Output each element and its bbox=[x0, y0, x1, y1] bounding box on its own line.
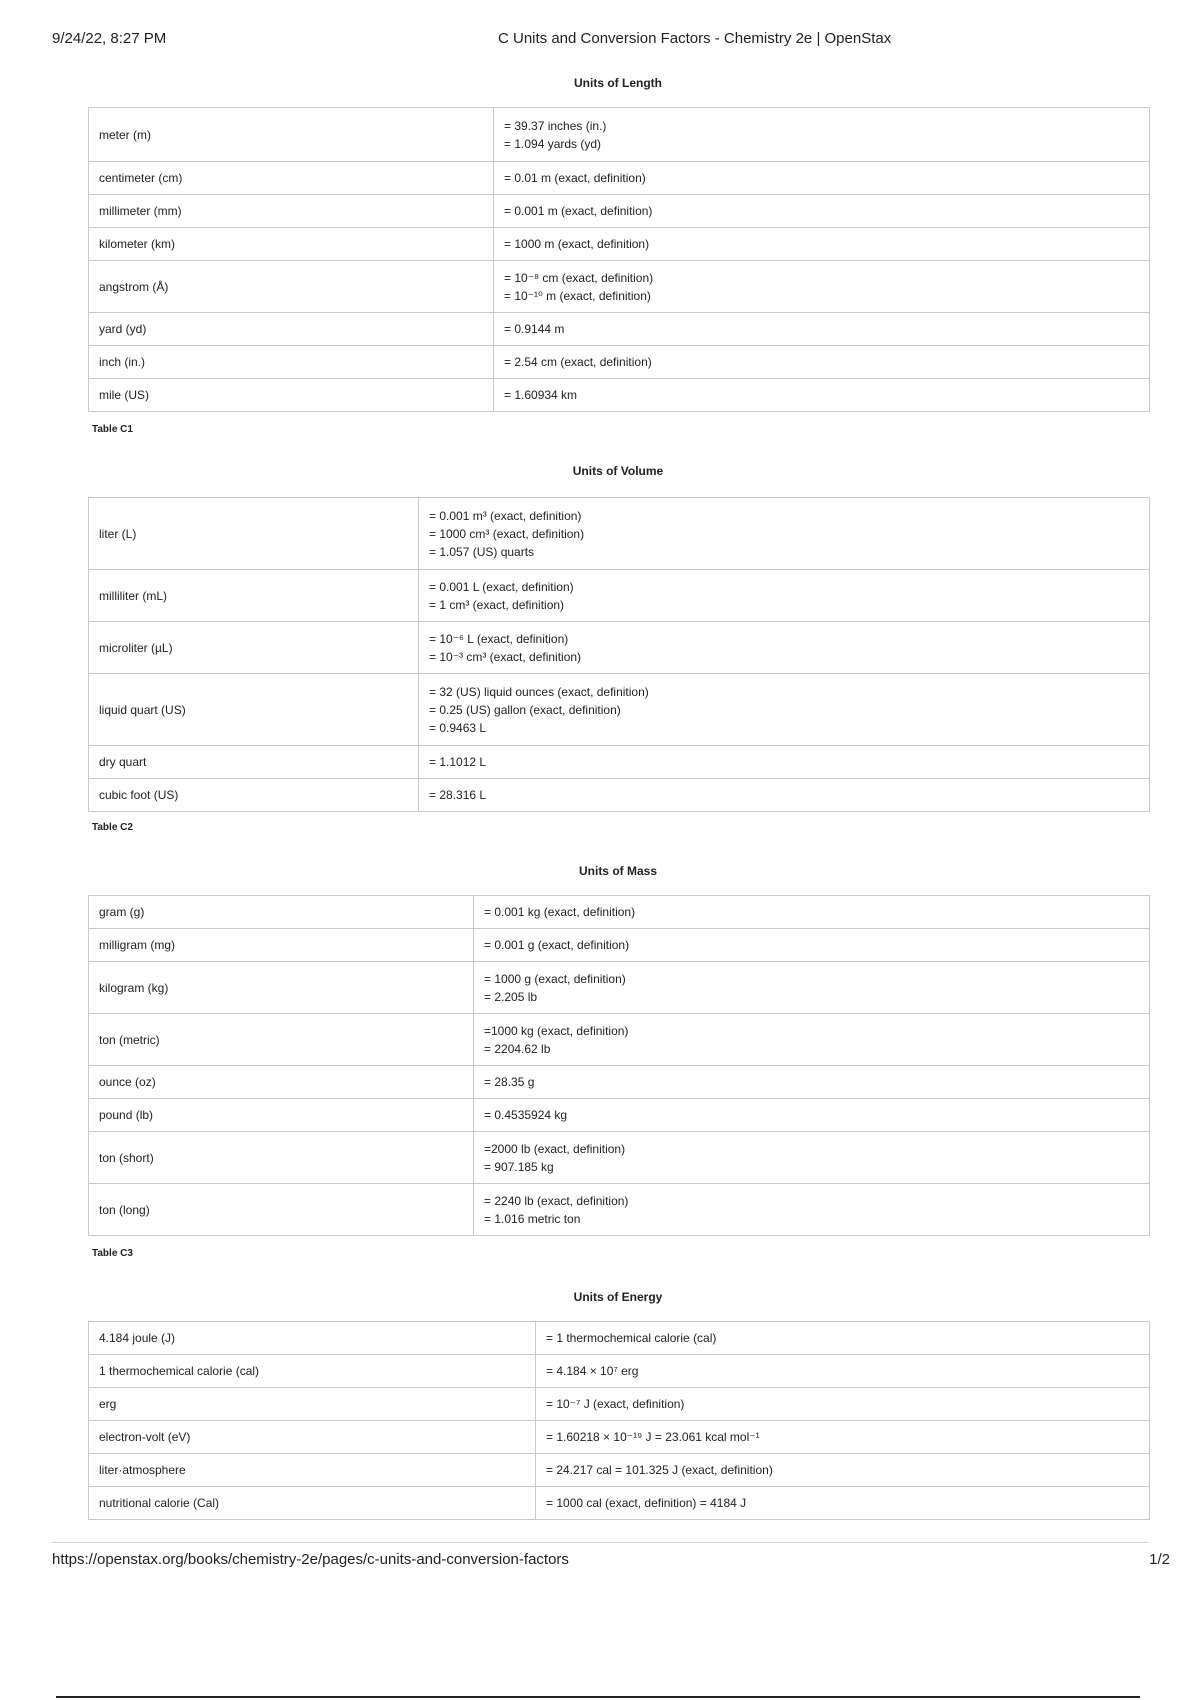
conversion-cell: = 2.54 cm (exact, definition) bbox=[494, 346, 1150, 379]
conversion-cell: = 1.60934 km bbox=[494, 379, 1150, 412]
unit-cell: angstrom (Å) bbox=[89, 261, 494, 313]
table-row bbox=[89, 1066, 1150, 1099]
unit-cell: ounce (oz) bbox=[89, 1066, 474, 1099]
caption-units-of-length: Units of Length bbox=[574, 76, 662, 90]
conversion-cell: = 0.01 m (exact, definition) bbox=[494, 162, 1150, 195]
unit-cell: ton (metric) bbox=[89, 1014, 474, 1066]
conversion-cell: =1000 kg (exact, definition) = 2204.62 lb bbox=[474, 1014, 1150, 1066]
footer-url: https://openstax.org/books/chemistry-2e/pages/c-units-and-conversion-factors bbox=[52, 1551, 569, 1568]
table-units-of-mass bbox=[88, 895, 1150, 1236]
unit-cell: milligram (mg) bbox=[89, 929, 474, 962]
conversion-cell: = 39.37 inches (in.) = 1.094 yards (yd) bbox=[494, 108, 1150, 162]
conversion-cell: = 0.001 m³ (exact, definition) = 1000 cm³ (exact, definition) = 1.057 (US) quarts bbox=[419, 498, 1150, 570]
table-units-of-volume bbox=[88, 497, 1150, 812]
print-datetime: 9/24/22, 8:27 PM bbox=[52, 30, 167, 47]
unit-cell: liter (L) bbox=[89, 498, 419, 570]
unit-cell: dry quart bbox=[89, 746, 419, 779]
conversion-cell: = 1000 m (exact, definition) bbox=[494, 228, 1150, 261]
table-row bbox=[89, 346, 1150, 379]
table-row bbox=[89, 962, 1150, 1014]
unit-cell: inch (in.) bbox=[89, 346, 494, 379]
table-row bbox=[89, 1014, 1150, 1066]
table-units-of-energy bbox=[88, 1321, 1150, 1520]
unit-cell: liter·atmosphere bbox=[89, 1454, 536, 1487]
conversion-cell: = 4.184 × 10⁷ erg bbox=[536, 1355, 1150, 1388]
caption-units-of-mass: Units of Mass bbox=[578, 864, 657, 878]
conversion-cell: = 0.001 L (exact, definition) = 1 cm³ (exact, definition) bbox=[419, 570, 1150, 622]
page-number: 1/2 bbox=[1149, 1551, 1170, 1568]
table-row bbox=[89, 313, 1150, 346]
table-row bbox=[89, 228, 1150, 261]
unit-cell: kilogram (kg) bbox=[89, 962, 474, 1014]
table-row bbox=[89, 746, 1150, 779]
conversion-cell: = 2240 lb (exact, definition) = 1.016 metric ton bbox=[474, 1184, 1150, 1236]
conversion-cell: = 28.35 g bbox=[474, 1066, 1150, 1099]
table-row bbox=[89, 162, 1150, 195]
conversion-cell: = 32 (US) liquid ounces (exact, definition) = 0.25 (US) gallon (exact, definition) = 0.9463 L bbox=[419, 674, 1150, 746]
unit-cell: meter (m) bbox=[89, 108, 494, 162]
unit-cell: yard (yd) bbox=[89, 313, 494, 346]
unit-cell: nutritional calorie (Cal) bbox=[89, 1487, 536, 1520]
unit-cell: gram (g) bbox=[89, 896, 474, 929]
conversion-cell: = 0.9144 m bbox=[494, 313, 1150, 346]
unit-cell: centimeter (cm) bbox=[89, 162, 494, 195]
unit-cell: 1 thermochemical calorie (cal) bbox=[89, 1355, 536, 1388]
table-label-c3: Table C3 bbox=[92, 1248, 133, 1259]
conversion-cell: = 10⁻⁶ L (exact, definition) = 10⁻³ cm³ (exact, definition) bbox=[419, 622, 1150, 674]
table-row bbox=[89, 1355, 1150, 1388]
table-row bbox=[89, 622, 1150, 674]
table-row bbox=[89, 1388, 1150, 1421]
unit-cell: cubic foot (US) bbox=[89, 779, 419, 812]
conversion-cell: = 1.1012 L bbox=[419, 746, 1150, 779]
table-row bbox=[89, 1099, 1150, 1132]
conversion-cell: = 28.316 L bbox=[419, 779, 1150, 812]
table-row bbox=[89, 929, 1150, 962]
conversion-cell: = 1 thermochemical calorie (cal) bbox=[536, 1322, 1150, 1355]
unit-cell: mile (US) bbox=[89, 379, 494, 412]
table-row bbox=[89, 261, 1150, 313]
footer-divider bbox=[52, 1542, 1148, 1543]
table-row bbox=[89, 108, 1150, 162]
conversion-cell: = 10⁻⁸ cm (exact, definition) = 10⁻¹⁰ m (exact, definition) bbox=[494, 261, 1150, 313]
page-bottom-divider bbox=[56, 1696, 1140, 1698]
conversion-cell: = 0.001 g (exact, definition) bbox=[474, 929, 1150, 962]
table-row bbox=[89, 779, 1150, 812]
unit-cell: electron-volt (eV) bbox=[89, 1421, 536, 1454]
caption-units-of-volume: Units of Volume bbox=[572, 464, 664, 478]
conversion-cell: = 24.217 cal = 101.325 J (exact, definition) bbox=[536, 1454, 1150, 1487]
conversion-cell: = 0.001 m (exact, definition) bbox=[494, 195, 1150, 228]
table-label-c2: Table C2 bbox=[92, 822, 133, 833]
unit-cell: liquid quart (US) bbox=[89, 674, 419, 746]
table-row bbox=[89, 674, 1150, 746]
conversion-cell: =2000 lb (exact, definition) = 907.185 kg bbox=[474, 1132, 1150, 1184]
conversion-cell: = 1000 g (exact, definition) = 2.205 lb bbox=[474, 962, 1150, 1014]
table-row bbox=[89, 1132, 1150, 1184]
conversion-cell: = 1.60218 × 10⁻¹⁹ J = 23.061 kcal mol⁻¹ bbox=[536, 1421, 1150, 1454]
conversion-cell: = 0.001 kg (exact, definition) bbox=[474, 896, 1150, 929]
unit-cell: ton (short) bbox=[89, 1132, 474, 1184]
unit-cell: microliter (µL) bbox=[89, 622, 419, 674]
table-row bbox=[89, 896, 1150, 929]
unit-cell: pound (lb) bbox=[89, 1099, 474, 1132]
table-units-of-length bbox=[88, 107, 1150, 412]
table-row bbox=[89, 1184, 1150, 1236]
caption-units-of-energy: Units of Energy bbox=[573, 1290, 663, 1304]
table-row bbox=[89, 1454, 1150, 1487]
table-row bbox=[89, 570, 1150, 622]
table-row bbox=[89, 1487, 1150, 1520]
page-title: C Units and Conversion Factors - Chemistry 2e | OpenStax bbox=[498, 30, 892, 47]
unit-cell: kilometer (km) bbox=[89, 228, 494, 261]
unit-cell: millimeter (mm) bbox=[89, 195, 494, 228]
conversion-cell: = 1000 cal (exact, definition) = 4184 J bbox=[536, 1487, 1150, 1520]
table-row bbox=[89, 379, 1150, 412]
table-row bbox=[89, 498, 1150, 570]
conversion-cell: = 0.4535924 kg bbox=[474, 1099, 1150, 1132]
unit-cell: milliliter (mL) bbox=[89, 570, 419, 622]
unit-cell: 4.184 joule (J) bbox=[89, 1322, 536, 1355]
table-row bbox=[89, 1421, 1150, 1454]
unit-cell: ton (long) bbox=[89, 1184, 474, 1236]
unit-cell: erg bbox=[89, 1388, 536, 1421]
table-row bbox=[89, 195, 1150, 228]
table-row bbox=[89, 1322, 1150, 1355]
table-label-c1: Table C1 bbox=[92, 424, 133, 435]
conversion-cell: = 10⁻⁷ J (exact, definition) bbox=[536, 1388, 1150, 1421]
